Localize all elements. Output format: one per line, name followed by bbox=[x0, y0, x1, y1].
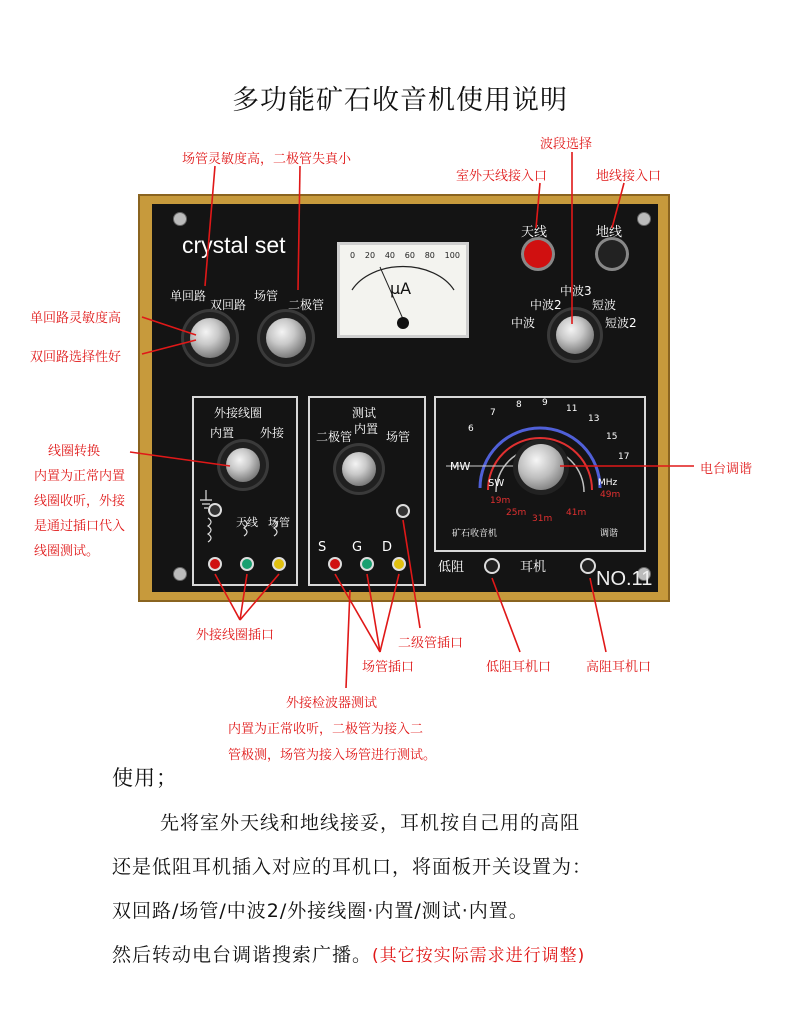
brand-label: crystal set bbox=[182, 232, 286, 258]
annotation-diode-port: 二级管插口 bbox=[398, 636, 464, 651]
usage-line-4-main: 然后转动电台调谐搜索广播。 bbox=[112, 944, 373, 966]
fet-label: 场管 bbox=[254, 289, 279, 303]
band-mw2-label: 中波2 bbox=[530, 298, 562, 312]
annotation-coil-switch-0: 线圈转换 bbox=[48, 444, 101, 459]
pin-d-label: D bbox=[382, 540, 393, 555]
coil-antenna-label: 天线 bbox=[236, 516, 258, 529]
dial-number: 15 bbox=[606, 432, 618, 442]
test-fet-label: 场管 bbox=[386, 430, 411, 444]
pin-g-label: G bbox=[352, 540, 363, 555]
meter-tick: 60 bbox=[404, 251, 415, 260]
annotation-coil-switch-1: 内置为正常内置 bbox=[34, 469, 126, 484]
coil-internal-label: 内置 bbox=[210, 426, 235, 440]
annotation-coil-switch-3: 是通过插口代入 bbox=[34, 519, 126, 534]
test-diode-label: 二极管 bbox=[316, 430, 353, 444]
annotation-high-imp-port: 高阻耳机口 bbox=[586, 660, 652, 675]
test-internal-label: 内置 bbox=[354, 422, 379, 436]
annotation-single-loop: 单回路灵敏度高 bbox=[30, 311, 122, 326]
dial-number: 11 bbox=[566, 404, 578, 414]
page-title: 多功能矿石收音机使用说明 bbox=[232, 85, 568, 116]
meter-tick: 40 bbox=[384, 251, 395, 260]
dial-number: 6 bbox=[468, 424, 474, 434]
usage-line-2: 还是低阻耳机插入对应的耳机口，将面板开关设置为： bbox=[112, 856, 593, 878]
meter-tick: 80 bbox=[424, 251, 435, 260]
annotation-double-loop: 双回路选择性好 bbox=[30, 350, 122, 365]
annotation-ground: 地线接入口 bbox=[596, 169, 662, 184]
loop-double-label: 双回路 bbox=[210, 298, 247, 312]
antenna-label: 天线 bbox=[521, 225, 548, 240]
pin-s-label: S bbox=[318, 540, 327, 555]
dial-mhz-label: MHz bbox=[598, 478, 618, 488]
dial-tune-label: 调谐 bbox=[600, 529, 619, 539]
annotation-fet-port: 场管插口 bbox=[362, 660, 415, 675]
dial-number: 41m bbox=[566, 508, 587, 518]
band-sw2-label: 短波2 bbox=[605, 316, 637, 330]
usage-line-1: 先将室外天线和地线接妥，耳机按自己用的高阻 bbox=[160, 812, 581, 834]
test-title: 测试 bbox=[352, 406, 377, 420]
meter-tick: 100 bbox=[444, 251, 460, 260]
usage-line-4 bbox=[112, 940, 585, 967]
dial-mw-label: MW bbox=[450, 460, 471, 473]
earphone-label: 耳机 bbox=[520, 560, 547, 575]
usage-line-4-note: (其它按实际需求进行调整) bbox=[372, 946, 586, 966]
dial-number: 13 bbox=[588, 414, 600, 424]
meter-unit: μA bbox=[390, 279, 412, 298]
dial-number: 7 bbox=[490, 408, 496, 418]
loop-single-label: 单回路 bbox=[170, 289, 207, 303]
diode-label: 二极管 bbox=[288, 298, 325, 312]
annotation-detector-test-0: 外接检波器测试 bbox=[286, 696, 378, 711]
dial-sw-label: SW bbox=[488, 478, 505, 489]
dial-number: 9 bbox=[542, 398, 548, 408]
low-imp-label: 低阻 bbox=[438, 560, 465, 575]
band-mw3-label: 中波3 bbox=[560, 284, 592, 298]
ext-coil-title: 外接线圈 bbox=[214, 406, 263, 420]
usage-line-3: 双回路/场管/中波2/外接线圈·内置/测试·内置。 bbox=[112, 900, 529, 922]
dial-number: 31m bbox=[532, 514, 553, 524]
dial-number: 19m bbox=[490, 496, 511, 506]
annotation-low-imp-port: 低阻耳机口 bbox=[486, 660, 552, 675]
coil-external-label: 外接 bbox=[260, 426, 285, 440]
band-sw-label: 短波 bbox=[592, 298, 617, 312]
annotation-detector-test-1: 内置为正常收听，二极管为接入二 bbox=[228, 722, 424, 737]
coil-fet-label: 场管 bbox=[268, 516, 290, 529]
annotation-outdoor-antenna: 室外天线接入口 bbox=[456, 169, 548, 184]
annotation-ext-coil-port: 外接线圈插口 bbox=[196, 628, 275, 643]
annotation-band-select: 波段选择 bbox=[540, 137, 593, 152]
annotation-coil-switch-2: 线圈收听，外接 bbox=[34, 494, 126, 509]
meter-tick: 20 bbox=[364, 251, 376, 260]
annotation-tuning: 电台调谐 bbox=[700, 462, 753, 477]
dial-brand-label: 矿石收音机 bbox=[452, 529, 498, 539]
dial-number: 8 bbox=[516, 400, 522, 410]
usage-heading: 使用； bbox=[112, 766, 178, 790]
annotation-sensitivity: 场管灵敏度高，二极管失真小 bbox=[182, 152, 352, 167]
ground-label: 地线 bbox=[596, 225, 623, 240]
band-mw-label: 中波 bbox=[511, 316, 536, 330]
dial-number: 49m bbox=[600, 490, 621, 500]
annotation-detector-test-2: 管极测，场管为接入场管进行测试。 bbox=[228, 748, 437, 763]
dial-number: 17 bbox=[618, 452, 630, 462]
dial-number: 25m bbox=[506, 508, 527, 518]
annotation-coil-switch-4: 线圈测试。 bbox=[34, 544, 100, 559]
meter-tick: 0 bbox=[350, 251, 356, 260]
model-label: NO.11 bbox=[596, 568, 653, 590]
